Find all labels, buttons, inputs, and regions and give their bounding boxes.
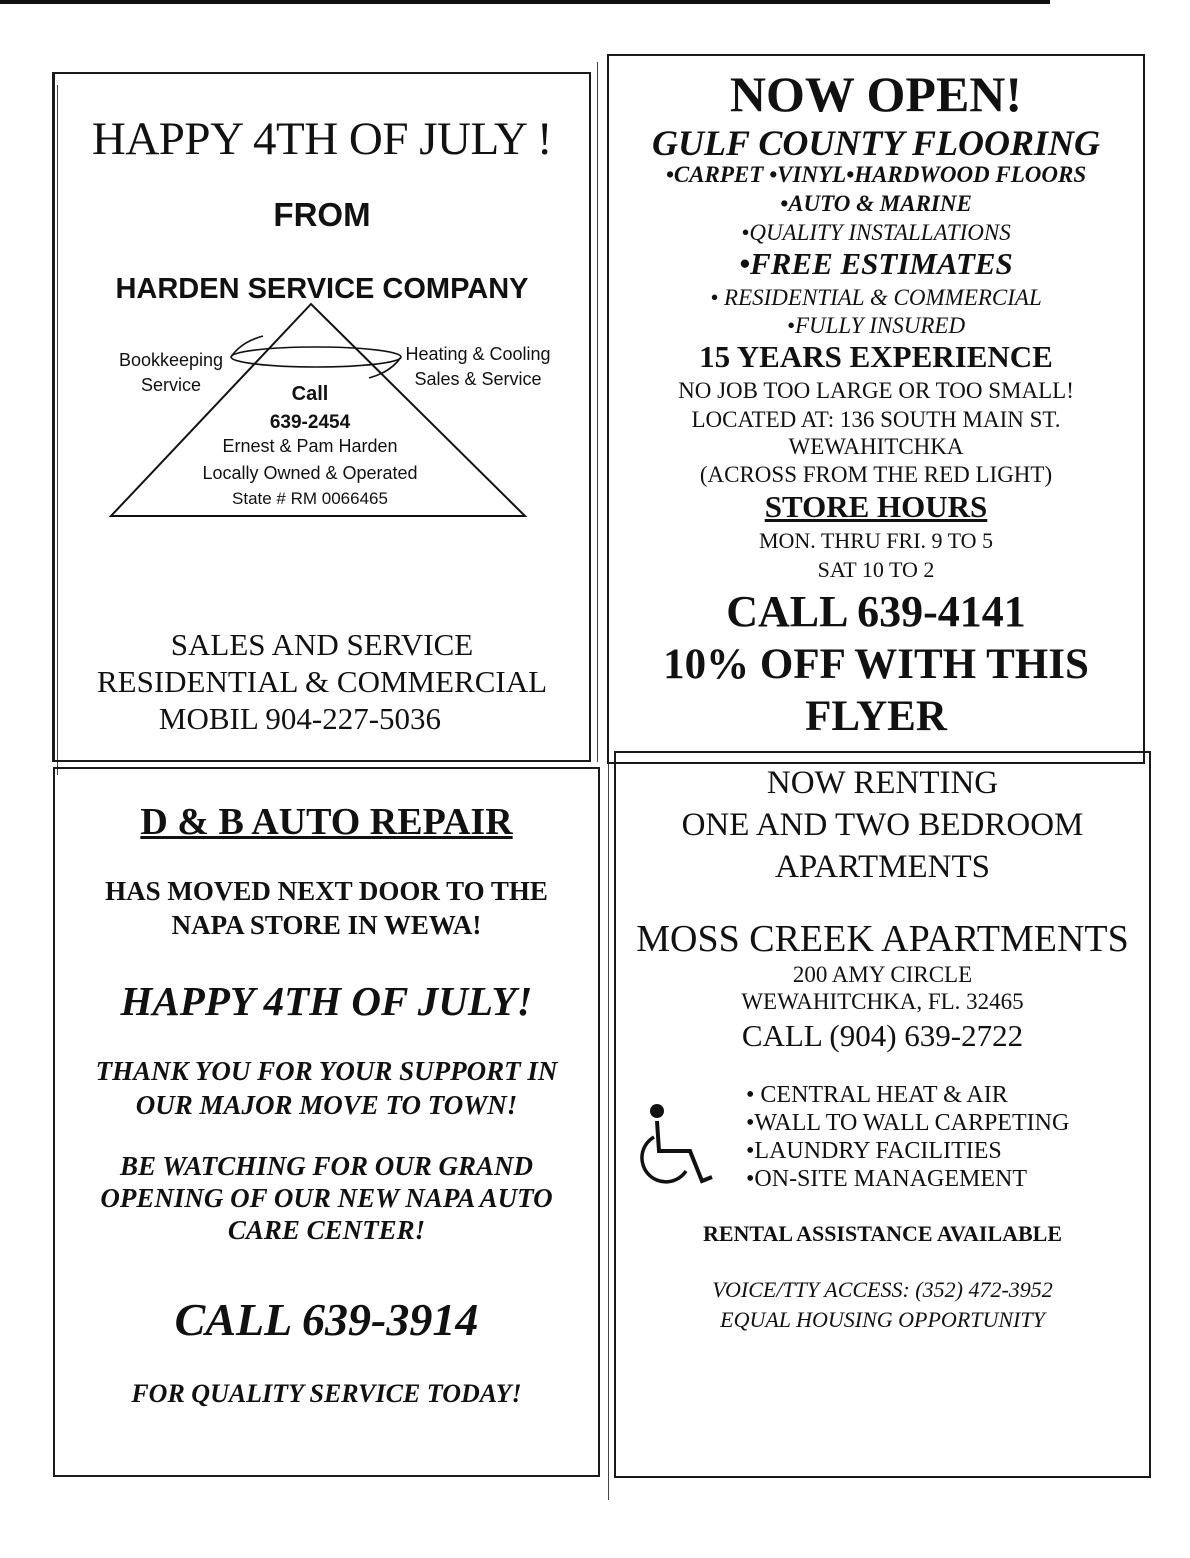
amenity-item: • CENTRAL HEAT & AIR <box>746 1082 1008 1108</box>
flooring-town: WEWAHITCHKA <box>788 434 964 459</box>
flooring-name: GULF COUNTY FLOORING <box>651 123 1100 163</box>
flooring-location: LOCATED AT: 136 SOUTH MAIN ST. <box>691 407 1061 432</box>
voice-tty-access: VOICE/TTY ACCESS: (352) 472-3952 <box>712 1277 1053 1302</box>
flooring-phone: CALL 639-4141 <box>726 587 1026 636</box>
flooring-no-job: NO JOB TOO LARGE OR TOO SMALL! <box>678 378 1074 403</box>
flooring-free-estimates: •FREE ESTIMATES <box>739 246 1013 281</box>
harden-service-ad <box>52 72 591 762</box>
harden-state-license: State # RM 0066465 <box>232 489 388 508</box>
flooring-insured: •FULLY INSURED <box>786 313 966 338</box>
db-auto-repair-ad <box>53 767 600 1477</box>
db-moved-line2: NAPA STORE IN WEWA! <box>171 910 482 940</box>
harden-company-name: HARDEN SERVICE COMPANY <box>115 273 529 305</box>
db-thanks-line2: OUR MAJOR MOVE TO TOWN! <box>135 1090 518 1120</box>
moss-renting-line3: APARTMENTS <box>774 849 990 885</box>
harden-phone: 639-2454 <box>269 412 351 433</box>
db-phone: CALL 639-3914 <box>174 1294 479 1345</box>
amenity-item: •ON-SITE MANAGEMENT <box>746 1166 1028 1192</box>
rental-assistance: RENTAL ASSISTANCE AVAILABLE <box>702 1221 1063 1246</box>
moss-creek-name: MOSS CREEK APARTMENTS <box>636 918 1129 960</box>
harden-title: HAPPY 4TH OF JULY ! <box>91 113 553 165</box>
db-thanks-line1: THANK YOU FOR YOUR SUPPORT IN <box>95 1056 558 1086</box>
store-hours-weekday: MON. THRU FRI. 9 TO 5 <box>758 528 994 553</box>
flooring-products: •CARPET •VINYL•HARDWOOD FLOORS <box>665 162 1087 187</box>
moss-creek-apartments-ad <box>614 751 1151 1478</box>
db-moved-line1: HAS MOVED NEXT DOOR TO THE <box>105 876 548 906</box>
column-divider-center-lower <box>608 760 609 1500</box>
heating-cooling-label: Heating & Cooling Sales & Service <box>405 344 551 389</box>
db-watch-line2: OPENING OF OUR NEW NAPA AUTO <box>100 1183 553 1213</box>
harden-call-label: Call <box>291 383 329 405</box>
top-rule <box>0 0 1050 4</box>
flooring-experience: 15 YEARS EXPERIENCE <box>699 339 1053 374</box>
db-watch-line3: CARE CENTER! <box>227 1215 426 1245</box>
gulf-county-flooring-ad <box>607 54 1145 764</box>
flooring-discount-line1: 10% OFF WITH THIS <box>663 641 1089 688</box>
column-divider-center <box>597 62 598 762</box>
db-title: D & B AUTO REPAIR <box>140 801 513 843</box>
bookkeeping-label: Bookkeeping Service <box>118 350 224 395</box>
db-quality: FOR QUALITY SERVICE TODAY! <box>131 1379 522 1408</box>
moss-phone: CALL (904) 639-2722 <box>741 1018 1024 1053</box>
amenities-list <box>746 1081 1069 1193</box>
flooring-discount-line2: FLYER <box>805 693 947 740</box>
harden-owners: Ernest & Pam Harden <box>222 436 398 456</box>
moss-address-line1: 200 AMY CIRCLE <box>792 962 973 987</box>
db-happy-july: HAPPY 4TH OF JULY! <box>120 978 533 1024</box>
flooring-across: (ACROSS FROM THE RED LIGHT) <box>699 462 1053 487</box>
amenity-item: •WALL TO WALL CARPETING <box>746 1110 1070 1136</box>
harden-sales-block: SALES AND SERVICE RESIDENTIAL & COMMERCIAL MOBIL 904-227-5036 <box>96 627 548 736</box>
amenity-item: •LAUNDRY FACILITIES <box>746 1138 1002 1164</box>
moss-renting-line1: NOW RENTING <box>766 765 999 801</box>
moss-renting-line2: ONE AND TWO BEDROOM <box>681 807 1084 843</box>
now-open-headline: NOW OPEN! <box>729 66 1023 122</box>
moss-address-line2: WEWAHITCHKA, FL. 32465 <box>741 989 1024 1014</box>
harden-locally-owned: Locally Owned & Operated <box>202 463 418 483</box>
flooring-residential: • RESIDENTIAL & COMMERCIAL <box>710 285 1042 310</box>
equal-housing: EQUAL HOUSING OPPORTUNITY <box>720 1307 1045 1332</box>
store-hours-title: STORE HOURS <box>764 489 988 524</box>
flooring-auto-marine: •AUTO & MARINE <box>780 191 972 216</box>
harden-from: FROM <box>273 196 371 233</box>
wheelchair-icon <box>640 1103 720 1193</box>
store-hours-saturday: SAT 10 TO 2 <box>817 557 935 582</box>
flooring-installations: •QUALITY INSTALLATIONS <box>741 220 1011 245</box>
db-watch-line1: BE WATCHING FOR OUR GRAND <box>119 1151 534 1181</box>
